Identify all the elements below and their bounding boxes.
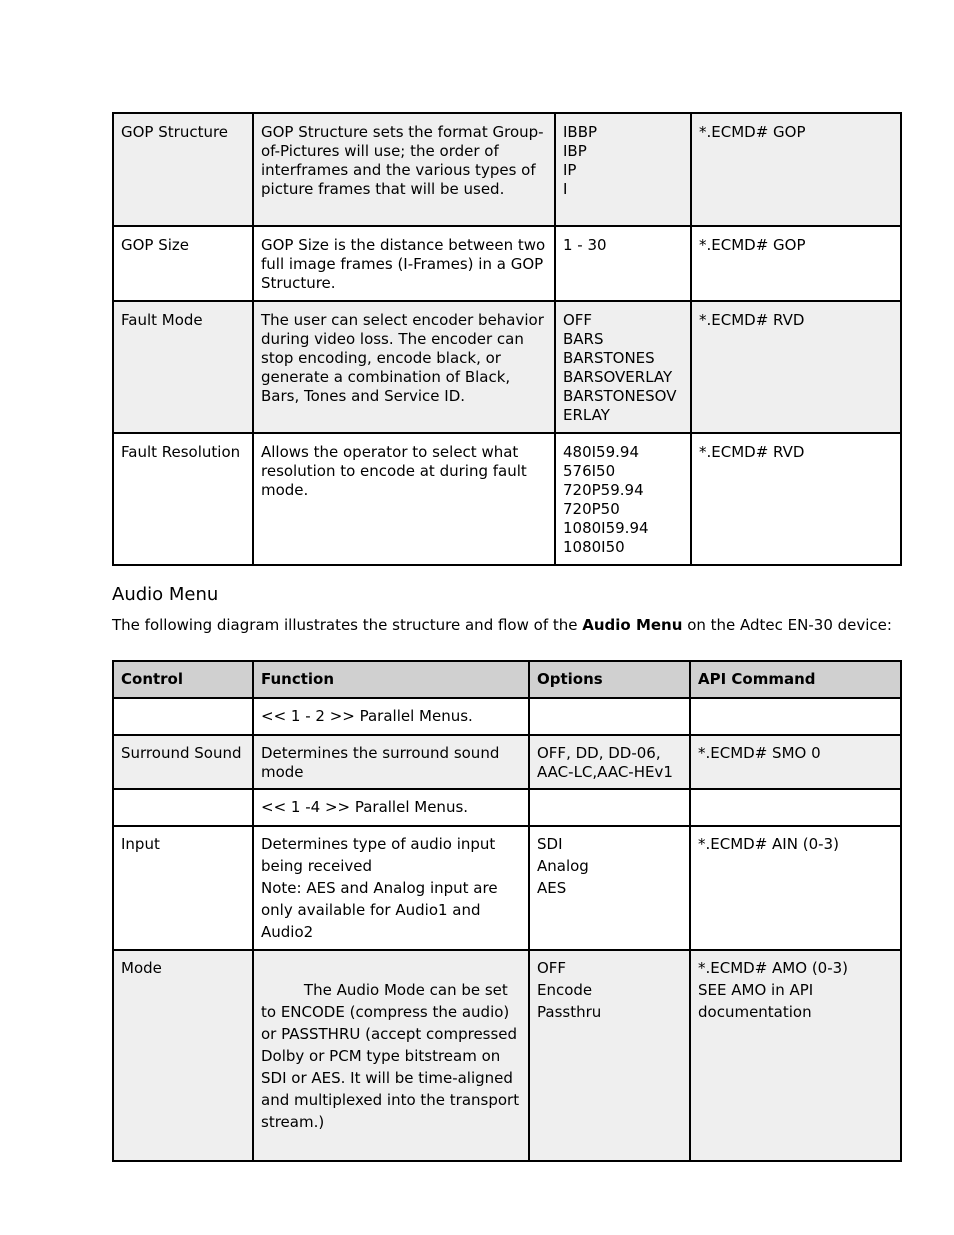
api-command-note: SEE AMO in API documentation xyxy=(698,981,814,1021)
option-value: BARSTONES xyxy=(563,349,655,367)
function-note: Note: AES and Analog input are only available for Audio1 and Audio2 xyxy=(261,879,498,941)
function-cell: GOP Structure sets the format Group-of-Pictures will use; the order of interframes and the various types of picture frames that will be used. xyxy=(253,113,555,226)
function-cell: GOP Size is the distance between two full image frames (I-Frames) in a GOP Structure. xyxy=(253,226,555,301)
api-command-cell xyxy=(690,735,901,789)
option-value: IP xyxy=(563,161,577,179)
option-value: 720P50 xyxy=(563,500,620,518)
function-cell xyxy=(253,698,529,735)
option-value: OFF xyxy=(563,311,593,329)
function-text: Determines type of audio input being received xyxy=(261,835,496,875)
api-command-cell xyxy=(690,950,901,1161)
option-value: OFF, DD, DD-06, xyxy=(537,744,661,762)
intro-text: The following diagram illustrates the structure and flow of the xyxy=(112,616,583,634)
table-row xyxy=(113,433,901,565)
control-cell xyxy=(113,735,253,789)
option-value: AES xyxy=(537,879,567,897)
table-row xyxy=(113,950,901,1161)
function-cell: Allows the operator to select what resolution to encode at during fault mode. xyxy=(253,433,555,565)
api-command-cell: *.ECMD# GOP xyxy=(691,226,901,301)
table-header-row xyxy=(113,661,901,698)
header-control: Control xyxy=(113,661,253,698)
control-cell: Input xyxy=(113,826,253,950)
option-value: I xyxy=(563,180,568,198)
option-value: ERLAY xyxy=(563,406,610,424)
options-cell xyxy=(529,826,690,950)
table-row xyxy=(113,113,901,226)
section-intro xyxy=(112,614,892,636)
table-row xyxy=(113,301,901,433)
header-api-command: API Command xyxy=(690,661,901,698)
options-cell xyxy=(555,226,691,301)
function-cell xyxy=(253,735,529,789)
function-text: Determines the surround sound mode xyxy=(261,744,500,781)
intro-text-end: on the Adtec EN-30 device: xyxy=(682,616,892,634)
table-row xyxy=(113,735,901,789)
control-cell: Fault Resolution xyxy=(113,433,253,565)
table-row xyxy=(113,698,901,735)
options-cell xyxy=(529,698,690,735)
option-value: 1 - 30 xyxy=(563,236,607,254)
function-text: << 1 -4 >> Parallel Menus. xyxy=(261,798,469,816)
api-command-text: *.ECMD# AIN (0-3) xyxy=(698,835,839,853)
video-settings-table xyxy=(112,112,902,566)
option-value: 720P59.94 xyxy=(563,481,644,499)
option-value: Analog xyxy=(537,857,589,875)
option-value: Encode xyxy=(537,981,593,999)
api-command-cell xyxy=(690,789,901,826)
table-row xyxy=(113,226,901,301)
api-command-cell xyxy=(690,698,901,735)
section-heading: Audio Menu xyxy=(112,584,219,605)
table-row xyxy=(113,826,901,950)
control-cell: Fault Mode xyxy=(113,301,253,433)
function-cell xyxy=(253,950,529,1161)
option-value: 480I59.94 xyxy=(563,443,639,461)
option-value: AAC-LC,AAC-HEv1 xyxy=(537,763,673,781)
function-cell xyxy=(253,789,529,826)
option-value: SDI xyxy=(537,835,563,853)
api-command-cell xyxy=(690,826,901,950)
function-cell: The user can select encoder behavior during video loss. The encoder can stop encoding, encode black, or generate a combination of Black, Bars, Tones and Service ID. xyxy=(253,301,555,433)
option-value: Passthru xyxy=(537,1003,602,1021)
options-cell xyxy=(529,789,690,826)
options-cell xyxy=(529,950,690,1161)
options-cell xyxy=(529,735,690,789)
control-cell xyxy=(113,789,253,826)
header-function: Function xyxy=(253,661,529,698)
option-value: IBBP xyxy=(563,123,598,141)
api-command-text: *.ECMD# AMO (0-3) xyxy=(698,959,849,977)
control-cell xyxy=(113,698,253,735)
option-value: BARS xyxy=(563,330,604,348)
api-command-cell: *.ECMD# RVD xyxy=(691,433,901,565)
control-text: Surround Sound xyxy=(121,744,242,762)
function-cell xyxy=(253,826,529,950)
api-command-cell: *.ECMD# GOP xyxy=(691,113,901,226)
option-value: 1080I50 xyxy=(563,538,625,556)
options-cell xyxy=(555,301,691,433)
option-value: BARSOVERLAY xyxy=(563,368,673,386)
option-value: OFF xyxy=(537,959,567,977)
audio-menu-table xyxy=(112,660,902,1162)
function-text: << 1 - 2 >> Parallel Menus. xyxy=(261,707,473,725)
function-text: The Audio Mode can be set to ENCODE (compress the audio) or PASSTHRU (accept compressed Dolby or PCM type bitstream on SDI or AES. It will be time-aligned and multiplexed into the transport stream.) xyxy=(261,981,524,1131)
option-value: 576I50 xyxy=(563,462,616,480)
option-value: IBP xyxy=(563,142,587,160)
api-command-cell: *.ECMD# RVD xyxy=(691,301,901,433)
api-command-text: *.ECMD# SMO 0 xyxy=(698,744,821,762)
intro-bold-text: Audio Menu xyxy=(582,616,683,634)
header-options: Options xyxy=(529,661,690,698)
control-cell: GOP Size xyxy=(113,226,253,301)
control-cell: GOP Structure xyxy=(113,113,253,226)
options-cell xyxy=(555,113,691,226)
table-row xyxy=(113,789,901,826)
control-cell: Mode xyxy=(113,950,253,1161)
option-value: BARSTONESOV xyxy=(563,387,677,405)
options-cell xyxy=(555,433,691,565)
option-value: 1080I59.94 xyxy=(563,519,649,537)
